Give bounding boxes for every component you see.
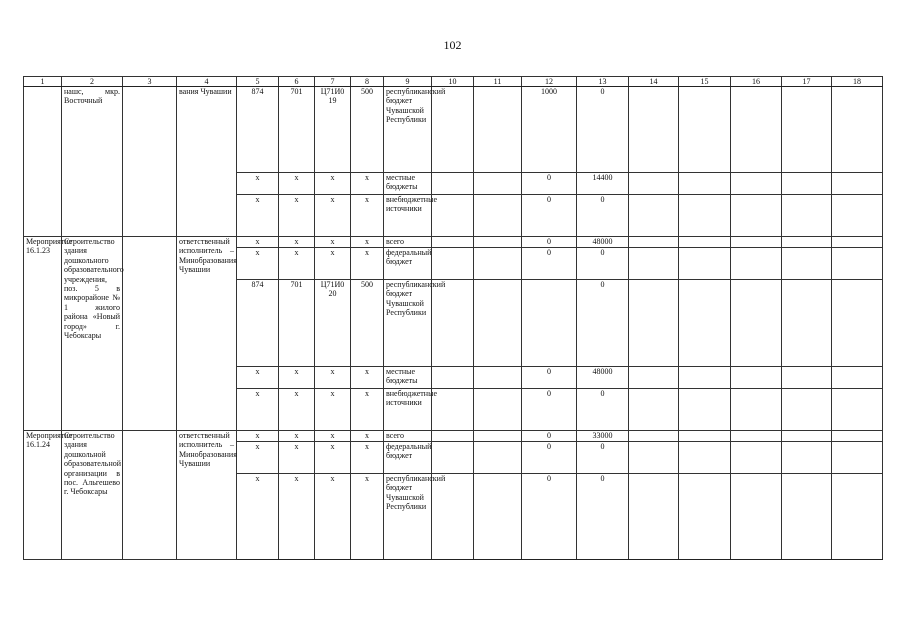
empty-cell [474, 474, 522, 560]
rz-pr-cell: x [279, 237, 315, 248]
empty-cell [832, 87, 883, 173]
empty-cell [123, 431, 177, 560]
csr-cell: x [315, 195, 351, 237]
col-header: 12 [522, 77, 577, 87]
empty-cell [474, 367, 522, 389]
empty-cell [832, 442, 883, 474]
program-activities-table [23, 76, 883, 560]
col-header: 15 [679, 77, 731, 87]
col-header: 16 [731, 77, 782, 87]
rz-pr-cell: x [279, 173, 315, 195]
executor-cell: вания Чувашии [177, 87, 237, 237]
gr-code-cell: x [237, 442, 279, 474]
empty-cell [679, 87, 731, 173]
rz-pr-cell: x [279, 431, 315, 442]
value-cell: 0 [522, 237, 577, 248]
empty-cell [679, 195, 731, 237]
source-cell: федеральный бюджет [384, 248, 432, 280]
empty-cell [123, 237, 177, 431]
empty-cell [474, 237, 522, 248]
empty-cell [679, 431, 731, 442]
empty-cell [731, 173, 782, 195]
empty-cell [432, 389, 474, 431]
gr-code-cell: 874 [237, 87, 279, 173]
empty-cell [782, 442, 832, 474]
activity-name-cell: Строительство здания дошкольного образовательного учреждения, поз. 5 в микрорайоне № 1 жилого района «Новый город» г. Чебоксары [62, 237, 123, 431]
rz-pr-cell: x [279, 248, 315, 280]
col-header: 5 [237, 77, 279, 87]
csr-cell: x [315, 173, 351, 195]
empty-cell [474, 442, 522, 474]
empty-cell [432, 474, 474, 560]
col-header: 4 [177, 77, 237, 87]
empty-cell [432, 367, 474, 389]
empty-cell [832, 389, 883, 431]
empty-cell [629, 87, 679, 173]
source-cell: республиканский бюджет Чувашской Республики [384, 87, 432, 173]
rz-pr-cell: x [279, 442, 315, 474]
source-cell: местные бюджеты [384, 173, 432, 195]
empty-cell [731, 442, 782, 474]
gr-code-cell: x [237, 173, 279, 195]
gr-code-cell: x [237, 237, 279, 248]
empty-cell [629, 280, 679, 367]
vr-cell: x [351, 367, 384, 389]
empty-cell [432, 248, 474, 280]
page-number: 102 [443, 38, 462, 52]
csr-cell: x [315, 389, 351, 431]
empty-cell [832, 474, 883, 560]
empty-cell [832, 248, 883, 280]
csr-cell: x [315, 442, 351, 474]
value-cell: 0 [522, 195, 577, 237]
vr-cell: x [351, 442, 384, 474]
col-header: 3 [123, 77, 177, 87]
empty-cell [832, 173, 883, 195]
empty-cell [679, 367, 731, 389]
gr-code-cell: x [237, 389, 279, 431]
col-header: 14 [629, 77, 679, 87]
gr-code-cell: x [237, 248, 279, 280]
vr-cell: x [351, 173, 384, 195]
value-cell: 33000 [577, 431, 629, 442]
source-cell: внебюджетные источники [384, 389, 432, 431]
empty-cell [474, 431, 522, 442]
empty-cell [629, 474, 679, 560]
empty-cell [731, 389, 782, 431]
csr-cell: x [315, 431, 351, 442]
empty-cell [629, 195, 679, 237]
empty-cell [679, 280, 731, 367]
col-header: 17 [782, 77, 832, 87]
gr-code-cell: x [237, 431, 279, 442]
empty-cell [474, 389, 522, 431]
source-cell: внебюджетные источники [384, 195, 432, 237]
empty-cell [832, 280, 883, 367]
empty-cell [782, 280, 832, 367]
empty-cell [474, 173, 522, 195]
empty-cell [832, 237, 883, 248]
csr-cell: x [315, 367, 351, 389]
value-cell: 0 [522, 173, 577, 195]
empty-cell [474, 248, 522, 280]
csr-cell: x [315, 237, 351, 248]
value-cell: 0 [522, 431, 577, 442]
activity-label-cell: Мероприятие 16.1.24 [24, 431, 62, 560]
empty-cell [629, 431, 679, 442]
empty-cell [832, 431, 883, 442]
empty-cell [731, 367, 782, 389]
empty-cell [832, 367, 883, 389]
col-header: 13 [577, 77, 629, 87]
empty-cell [123, 87, 177, 237]
value-cell: 0 [577, 195, 629, 237]
col-header: 10 [432, 77, 474, 87]
empty-cell [731, 248, 782, 280]
value-cell: 0 [577, 474, 629, 560]
value-cell: 14400 [577, 173, 629, 195]
empty-cell [474, 280, 522, 367]
rz-pr-cell: x [279, 474, 315, 560]
empty-cell [679, 237, 731, 248]
empty-cell [782, 237, 832, 248]
vr-cell: x [351, 474, 384, 560]
vr-cell: x [351, 431, 384, 442]
col-header: 8 [351, 77, 384, 87]
source-cell: всего [384, 237, 432, 248]
source-cell: республиканский бюджет Чувашской Республики [384, 280, 432, 367]
empty-cell [731, 474, 782, 560]
value-cell: 48000 [577, 367, 629, 389]
col-header: 9 [384, 77, 432, 87]
col-header: 7 [315, 77, 351, 87]
empty-cell [782, 173, 832, 195]
rz-pr-cell: 701 [279, 280, 315, 367]
empty-cell [474, 195, 522, 237]
empty-cell [474, 87, 522, 173]
executor-cell: ответственный исполнитель – Минобразования Чувашии [177, 237, 237, 431]
empty-cell [432, 173, 474, 195]
rz-pr-cell: x [279, 367, 315, 389]
vr-cell: 500 [351, 87, 384, 173]
empty-cell [782, 431, 832, 442]
csr-cell: x [315, 474, 351, 560]
value-cell: 0 [522, 248, 577, 280]
col-header: 6 [279, 77, 315, 87]
empty-cell [731, 237, 782, 248]
empty-cell [629, 237, 679, 248]
rz-pr-cell: 701 [279, 87, 315, 173]
empty-cell [731, 431, 782, 442]
vr-cell: 500 [351, 280, 384, 367]
vr-cell: x [351, 389, 384, 431]
empty-cell [731, 87, 782, 173]
source-cell: республиканский бюджет Чувашской Республики [384, 474, 432, 560]
column-number-row [24, 77, 883, 87]
activity-label-cell [24, 87, 62, 237]
value-cell: 0 [522, 474, 577, 560]
source-cell: местные бюджеты [384, 367, 432, 389]
empty-cell [782, 87, 832, 173]
table-row [24, 431, 883, 442]
vr-cell: x [351, 237, 384, 248]
executor-cell: ответственный исполнитель – Минобразования Чувашии [177, 431, 237, 560]
empty-cell [629, 173, 679, 195]
empty-cell [679, 474, 731, 560]
empty-cell [629, 248, 679, 280]
col-header: 2 [62, 77, 123, 87]
empty-cell [731, 195, 782, 237]
activity-name-cell: нашс, мкр. Восточный [62, 87, 123, 237]
empty-cell [629, 442, 679, 474]
value-cell: 48000 [577, 237, 629, 248]
empty-cell [679, 442, 731, 474]
value-cell: 1000 [522, 87, 577, 173]
empty-cell [679, 389, 731, 431]
empty-cell [432, 87, 474, 173]
empty-cell [832, 195, 883, 237]
value-cell: 0 [522, 442, 577, 474]
value-cell: 0 [577, 87, 629, 173]
gr-code-cell: 874 [237, 280, 279, 367]
empty-cell [782, 195, 832, 237]
empty-cell [432, 431, 474, 442]
source-cell: всего [384, 431, 432, 442]
gr-code-cell: x [237, 367, 279, 389]
rz-pr-cell: x [279, 389, 315, 431]
empty-cell [432, 280, 474, 367]
empty-cell [782, 389, 832, 431]
table-row [24, 237, 883, 248]
value-cell: 0 [577, 280, 629, 367]
empty-cell [782, 367, 832, 389]
empty-cell [782, 248, 832, 280]
value-cell: 0 [577, 442, 629, 474]
value-cell [522, 280, 577, 367]
csr-cell: Ц71И0 19 [315, 87, 351, 173]
rz-pr-cell: x [279, 195, 315, 237]
col-header: 18 [832, 77, 883, 87]
csr-cell: x [315, 248, 351, 280]
value-cell: 0 [522, 367, 577, 389]
gr-code-cell: x [237, 195, 279, 237]
activity-label-cell: Мероприятие 16.1.23 [24, 237, 62, 431]
value-cell: 0 [577, 389, 629, 431]
empty-cell [782, 474, 832, 560]
empty-cell [432, 442, 474, 474]
gr-code-cell: x [237, 474, 279, 560]
source-cell: федеральный бюджет [384, 442, 432, 474]
csr-cell: Ц71И0 20 [315, 280, 351, 367]
vr-cell: x [351, 195, 384, 237]
col-header: 1 [24, 77, 62, 87]
col-header: 11 [474, 77, 522, 87]
table-row [24, 87, 883, 173]
value-cell: 0 [522, 389, 577, 431]
empty-cell [629, 367, 679, 389]
empty-cell [679, 248, 731, 280]
empty-cell [432, 195, 474, 237]
vr-cell: x [351, 248, 384, 280]
activity-name-cell: Строительство здания дошкольной образовательной организации в пос. Альгешево г. Чебоксары [62, 431, 123, 560]
empty-cell [629, 389, 679, 431]
empty-cell [731, 280, 782, 367]
empty-cell [432, 237, 474, 248]
value-cell: 0 [577, 248, 629, 280]
empty-cell [679, 173, 731, 195]
